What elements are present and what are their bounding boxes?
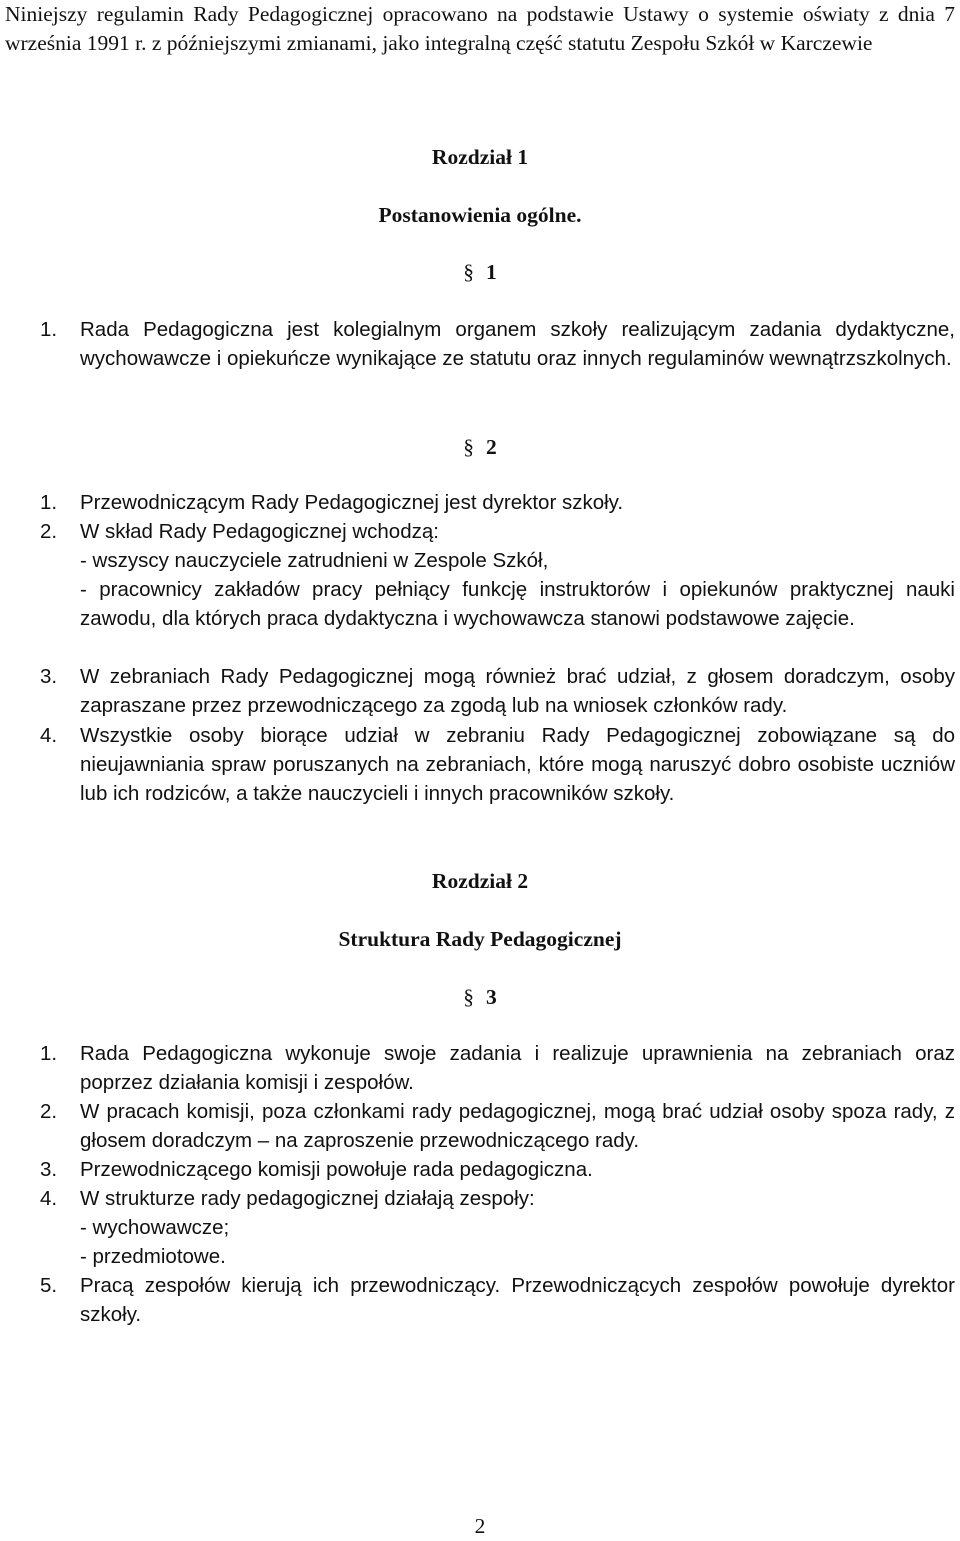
item-number: 3. — [40, 1158, 58, 1181]
item-text: Rada Pedagogiczna wykonuje swoje zadania i realizuje uprawnienia na zebraniach oraz poprzez działania komisji i zespołów. — [80, 1042, 955, 1094]
chapter-2-title: Rozdział 2 — [431, 869, 529, 893]
section-number: 2 — [486, 435, 497, 459]
intro-paragraph: Niniejszy regulamin Rady Pedagogicznej opracowano na podstawie Ustawy o systemie oświaty z dnia 7 września 1991 r. z późniejszymi zmianami, jako integralną część statutu Zespołu Szkół w Karczewie — [5, 2, 955, 55]
item-number: 1. — [40, 318, 58, 341]
item-text: Przewodniczącym Rady Pedagogicznej jest dyrektor szkoły. — [80, 491, 624, 514]
section-1-heading — [0, 258, 960, 287]
item-number: 4. — [40, 724, 58, 747]
item-number: 1. — [40, 1042, 58, 1065]
item-text: Wszystkie osoby biorące udział w zebraniu Rady Pedagogicznej zobowiązane są do nieujawniania spraw poruszanych na zebraniach, które mogą naruszyć dobro osobiste uczniów lub ich rodziców, a także nauczycieli i innych pracowników szkoły. — [80, 724, 955, 805]
section-number: 1 — [486, 260, 497, 284]
item-sub-line: - przedmiotowe. — [80, 1245, 226, 1268]
item-text: W pracach komisji, poza członkami rady pedagogicznej, mogą brać udział osoby spoza rady, z głosem doradczym – na zaproszenie przewodniczącego rady. — [80, 1100, 955, 1152]
chapter-1-title: Rozdział 1 — [431, 145, 529, 169]
item-number: 5. — [40, 1274, 58, 1297]
item-number: 2. — [40, 1100, 58, 1123]
section-3-heading — [0, 983, 960, 1012]
item-number: 4. — [40, 1187, 58, 1210]
item-sub-line: - wszyscy nauczyciele zatrudnieni w Zespole Szkół, — [80, 549, 549, 572]
item-text: Pracą zespołów kierują ich przewodniczący. Przewodniczących zespołów powołuje dyrektor szkoły. — [80, 1274, 955, 1326]
section-3-item-4 — [40, 1184, 955, 1271]
chapter-1-subtitle: Postanowienia ogólne. — [378, 203, 582, 227]
chapter-2-subtitle: Struktura Rady Pedagogicznej — [338, 927, 622, 951]
item-number: 3. — [40, 665, 58, 688]
section-3-item-1 — [40, 1039, 955, 1097]
section-1-item-1 — [40, 315, 955, 373]
item-text: W strukturze rady pedagogicznej działają zespoły: — [80, 1187, 535, 1210]
section-3-item-3 — [40, 1155, 955, 1184]
item-number: 1. — [40, 491, 58, 514]
section-3-item-2 — [40, 1097, 955, 1155]
item-number: 2. — [40, 520, 58, 543]
section-symbol: § — [463, 435, 474, 459]
section-symbol: § — [463, 985, 474, 1009]
section-2-item-4 — [40, 721, 955, 808]
item-sub-line: - pracownicy zakładów pracy pełniący funkcję instruktorów i opiekunów praktycznej nauki zawodu, dla których praca dydaktyczna i wychowawcza stanowi podstawowe zajęcie. — [80, 578, 955, 630]
item-text: W skład Rady Pedagogicznej wchodzą: — [80, 520, 439, 543]
section-2-heading — [0, 433, 960, 462]
section-symbol: § — [463, 260, 474, 284]
section-2-item-3 — [40, 662, 955, 720]
item-sub-line: - wychowawcze; — [80, 1216, 230, 1239]
section-2-item-1 — [40, 488, 955, 517]
section-2-item-2 — [40, 517, 955, 633]
item-text: Przewodniczącego komisji powołuje rada pedagogiczna. — [80, 1158, 593, 1181]
item-text: W zebraniach Rady Pedagogicznej mogą również brać udział, z głosem doradczym, osoby zapraszane przez przewodniczącego za zgodą lub na wniosek członków rady. — [80, 665, 955, 717]
page-number: 2 — [474, 1514, 486, 1538]
section-number: 3 — [486, 985, 497, 1009]
section-3-item-5 — [40, 1271, 955, 1329]
item-text: Rada Pedagogiczna jest kolegialnym organem szkoły realizującym zadania dydaktyczne, wychowawcze i opiekuńcze wynikające ze statutu oraz innych regulaminów wewnątrzszkolnych. — [80, 318, 955, 370]
